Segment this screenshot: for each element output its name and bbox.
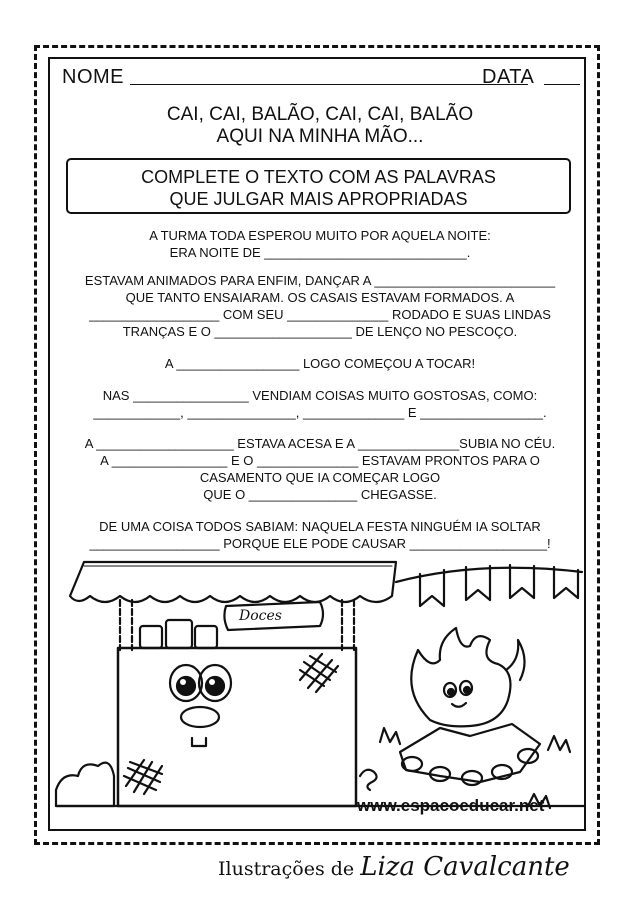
patch-icon [124, 760, 162, 794]
jar-icon [140, 626, 162, 648]
text-line: A ________________ E O ______________ ESTAVAM PRONTOS PARA O [100, 453, 540, 468]
instruction-line-2: QUE JULGAR MAIS APROPRIADAS [169, 189, 468, 209]
bunting-flag [510, 565, 534, 598]
text-line: CASAMENTO QUE IA COMEÇAR LOGO [199, 470, 441, 485]
instruction-line-1: COMPLETE O TEXTO COM AS PALAVRAS [141, 167, 496, 187]
text-line: ESTAVAM ANIMADOS PARA ENFIM, DANÇAR A _________________________ [84, 273, 556, 288]
text-line: ERA NOITE DE ____________________________. [169, 245, 471, 260]
credit-prefix: Ilustrações de [218, 858, 355, 880]
jar-icon [166, 620, 192, 648]
text-line: A TURMA TODA ESPEROU MUITO POR AQUELA NOITE: [149, 228, 491, 243]
stall-awning [70, 562, 396, 602]
swirl [360, 770, 377, 790]
stall-post-right [342, 600, 354, 650]
website-label: www.espacoeducar.net [357, 796, 545, 815]
text-line: TRANÇAS E O ___________________ DE LENÇO NO PESCOÇO. [122, 324, 518, 339]
face-mouth [181, 707, 219, 727]
stall-counter [118, 648, 356, 806]
stall-sign-label: Doces [239, 608, 282, 624]
bunting-flag [466, 566, 490, 600]
title-line-1: CAI, CAI, BALÃO, CAI, CAI, BALÃO [166, 104, 474, 125]
grass [380, 728, 400, 744]
text-line: QUE O _______________ CHEGASSE. [203, 487, 437, 502]
grass [548, 736, 570, 752]
text-line: QUE TANTO ENSAIARAM. OS CASAIS ESTAVAM FORMADOS. A [125, 290, 515, 305]
text-line: A ___________________ ESTAVA ACESA E A ______________SUBIA NO CÉU. [84, 436, 556, 451]
name-label: NOME [62, 66, 124, 88]
illustration-credit [218, 852, 570, 882]
text-line: __________________ PORQUE ELE PODE CAUSAR ___________________! [89, 536, 551, 551]
text-line: DE UMA COISA TODOS SABIAM: NAQUELA FESTA NINGUÉM IA SOLTAR [99, 519, 541, 534]
illustrator-signature: Liza Cavalcante [360, 852, 570, 882]
date-label: DATA [482, 66, 535, 88]
stall-post-left [120, 600, 132, 650]
text-line: NAS ________________ VENDIAM COISAS MUITO GOSTOSAS, COMO: [102, 388, 538, 403]
patch-icon [300, 654, 338, 692]
title-line-2: AQUI NA MINHA MÃO... [216, 126, 424, 147]
text-line: __________________ COM SEU ______________ RODADO E SUAS LINDAS [89, 307, 551, 322]
text-line: ____________, _______________, ______________ E _________________. [93, 405, 547, 420]
text-line: A _________________ LOGO COMEÇOU A TOCAR! [164, 356, 476, 371]
bonfire-flame [411, 628, 510, 726]
bush [56, 763, 114, 806]
jar-icon [195, 626, 217, 648]
